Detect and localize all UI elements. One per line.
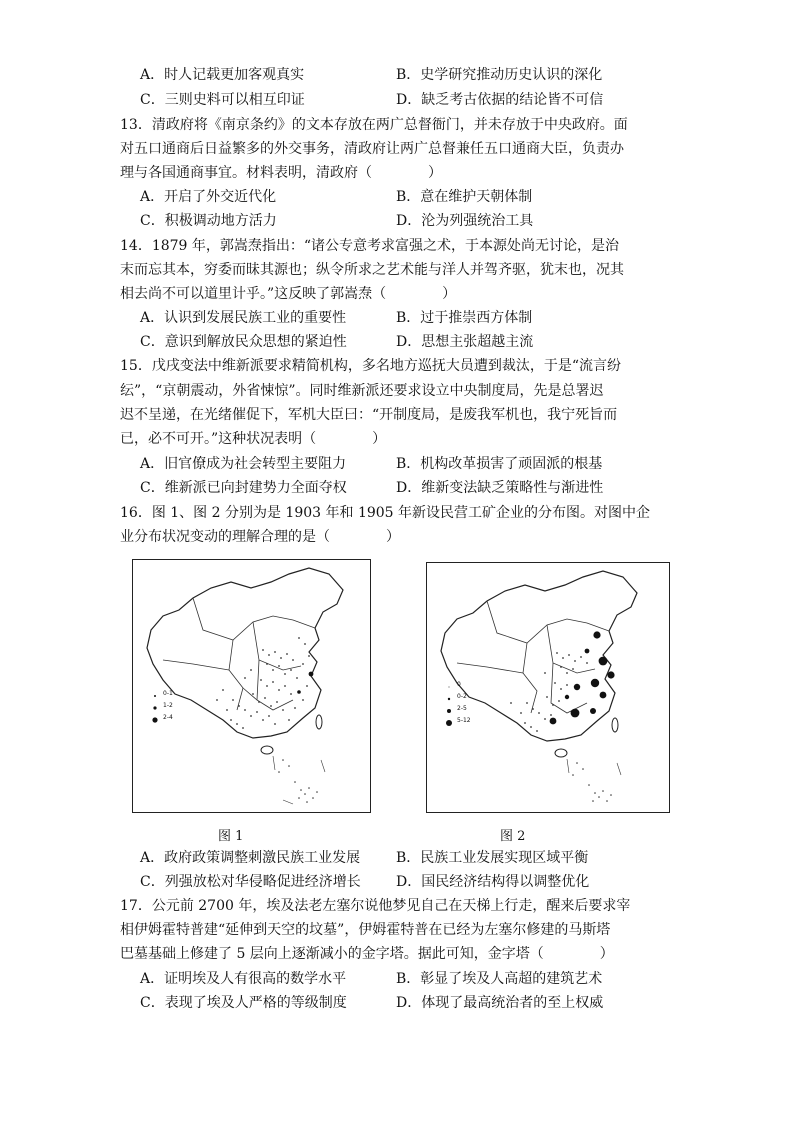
q13-option-a: A．开启了外交近代化: [140, 189, 277, 205]
q14-stem-line-3: 相去尚不可以道里计乎。”这反映了郭嵩焘（ ）: [120, 286, 457, 302]
q15-stem-line-4: 已，必不可开。”这种状况表明（ ）: [120, 431, 387, 447]
map2-legend-2: 0-2: [457, 693, 467, 700]
q17-stem-line-1: 17．公元前 2700 年，埃及法老左塞尔说他梦见自己在天梯上行走，醒来后要求宰: [120, 898, 631, 914]
q13-stem-line-1: 13．清政府将《南京条约》的文本存放在两广总督衙门，并未存放于中央政府。面: [120, 117, 628, 133]
q14-stem-line-1: 14．1879 年，郭嵩焘指出：“诸公专意考求富强之术，于本源处尚无讨论，是治: [120, 238, 620, 254]
q17-option-b: B．彰显了埃及人高超的建筑艺术: [396, 971, 603, 987]
q17-option-a: A．证明埃及人有很高的数学水平: [140, 971, 347, 987]
q14-option-b: B．过于推崇西方体制: [396, 310, 533, 326]
q14-option-d: D．思想主张超越主流: [396, 334, 534, 350]
q12-option-d: D．缺乏考古依据的结论皆不可信: [396, 92, 604, 108]
q16-option-d: D．国民经济结构得以调整优化: [396, 874, 590, 890]
q13-option-b: B．意在维护天朝体制: [396, 189, 533, 205]
q12-option-c: C．三则史料可以相互印证: [140, 92, 305, 108]
q15-option-d: D．维新变法缺乏策略性与渐进性: [396, 480, 604, 496]
map2-legend-4: 5-12: [457, 717, 471, 724]
q13-stem-line-2: 对五口通商后日益繁多的外交事务，清政府让两广总督兼任五口通商大臣，负责办: [120, 141, 624, 157]
q16-option-a: A．政府政策调整刺激民族工业发展: [140, 850, 361, 866]
map1-legend-2: 1-2: [163, 702, 173, 709]
map1-legend-3: 2-4: [163, 714, 173, 721]
q16-stem-line-2: 业分布状况变动的理解合理的是（ ）: [120, 529, 400, 545]
q17-stem-line-2: 相伊姆霍特普建“延伸到天空的坟墓”，伊姆霍特普在已经为左塞尔修建的马斯塔: [120, 922, 611, 938]
q15-option-a: A．旧官僚成为社会转型主要阻力: [140, 456, 347, 472]
q17-option-c: C．表现了埃及人严格的等级制度: [140, 995, 347, 1011]
q15-stem-line-1: 15．戊戌变法中维新派要求精简机构，多名地方巡抚大员遭到裁汰，于是“流言纷: [120, 358, 621, 374]
q17-stem-line-3: 巴墓基础上修建了 5 层向上逐渐减小的金字塔。据此可知，金字塔（ ）: [120, 946, 614, 962]
q17-option-d: D．体现了最高统治者的至上权威: [396, 995, 604, 1011]
q16-stem-line-1: 16．图 1、图 2 分别为是 1903 年和 1905 年新设民营工矿企业的分布图。对图中企: [120, 505, 651, 521]
q14-option-a: A．认识到发展民族工业的重要性: [140, 310, 347, 326]
china-map-1903-icon: [133, 560, 370, 812]
q12-option-a: A．时人记载更加客观真实: [140, 67, 305, 83]
q12-option-b: B．史学研究推动历史认识的深化: [396, 67, 603, 83]
q13-option-c: C．积极调动地方活力: [140, 213, 277, 229]
q15-stem-line-2: 纭”，“京朝震动，外省悚惊”。同时维新派还要求设立中央制度局，先是总署迟: [120, 383, 604, 399]
map2-legend-3: 2-5: [457, 705, 467, 712]
q13-stem-line-3: 理与各国通商事宜。材料表明，清政府（ ）: [120, 165, 442, 181]
map-1903: [132, 559, 371, 813]
q15-option-b: B．机构改革损害了顽固派的根基: [396, 456, 603, 472]
map1-caption: 图 1: [218, 829, 244, 844]
q14-stem-line-2: 末而忘其本，穷委而昧其源也；纵令所求之艺术能与洋人并驾齐驱，犹末也，况其: [120, 262, 624, 278]
q16-option-b: B．民族工业发展实现区域平衡: [396, 850, 589, 866]
map2-legend-1: 0: [457, 681, 461, 688]
map1-legend-1: 0-1: [163, 690, 173, 697]
map2-caption: 图 2: [500, 829, 526, 844]
q15-stem-line-3: 迟不呈递，在光绪催促下，军机大臣曰：“开制度局，是废我军机也，我宁死旨而: [120, 407, 618, 423]
q15-option-c: C．维新派已向封建势力全面夺权: [140, 480, 347, 496]
q13-option-d: D．沦为列强统治工具: [396, 213, 534, 229]
q14-option-c: C．意识到解放民众思想的紧迫性: [140, 334, 347, 350]
q16-option-c: C．列强放松对华侵略促进经济增长: [140, 874, 361, 890]
map-1905: [426, 562, 670, 813]
